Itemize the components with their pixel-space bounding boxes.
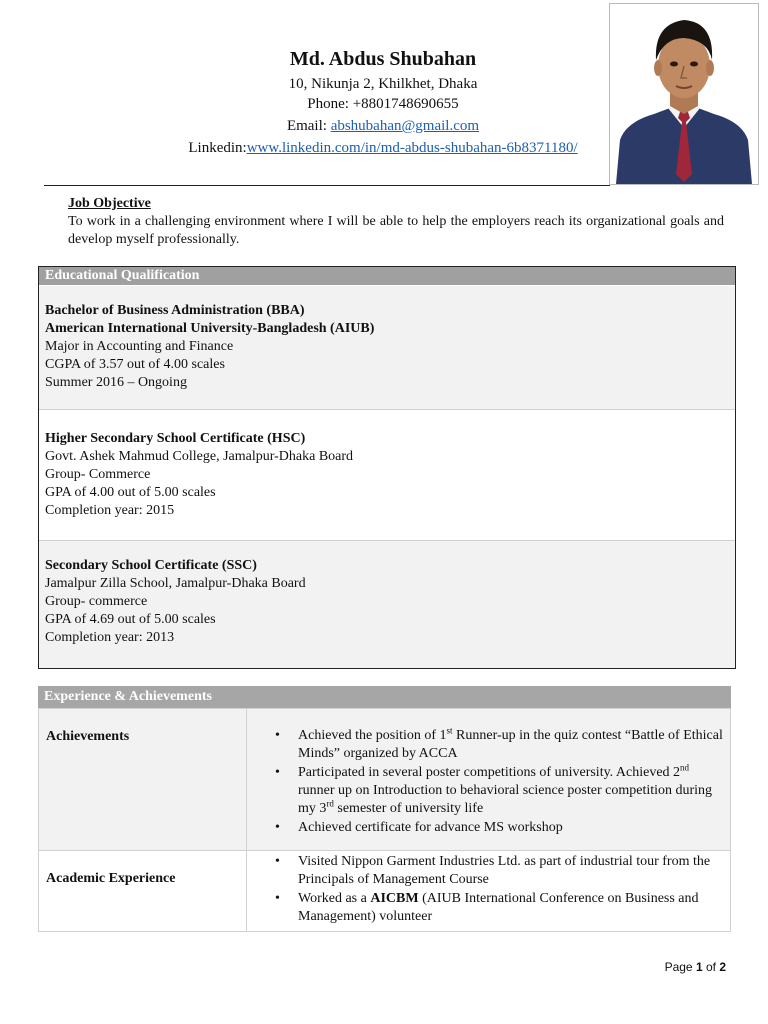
address: 10, Nikunja 2, Khilkhet, Dhaka	[288, 76, 478, 92]
experience-title: Experience & Achievements	[38, 686, 731, 708]
linkedin-line	[120, 138, 646, 158]
education-line: Major in Accounting and Finance	[45, 339, 234, 354]
item-text: Visited Nippon Garment Industries Ltd. as part of industrial tour from the Principals of Management Course	[298, 854, 711, 887]
education-entry-bba	[39, 286, 735, 410]
education-line: Summer 2016 – Ongoing	[45, 375, 187, 390]
education-degree: Higher Secondary School Certificate (HSC)	[45, 431, 306, 446]
profile-photo	[609, 3, 759, 185]
resume-header	[0, 0, 768, 190]
item-text: runner up on Introduction to behavioral science poster competition during my 3	[298, 783, 713, 816]
page-total: 2	[719, 960, 726, 974]
list-item	[271, 727, 729, 763]
list-item	[271, 819, 729, 837]
experience-row-label: Academic Experience	[46, 871, 176, 886]
education-degree: Secondary School Certificate (SSC)	[45, 558, 257, 573]
education-line: CGPA of 3.57 out of 4.00 scales	[45, 357, 225, 372]
education-line: Group- Commerce	[45, 467, 151, 482]
job-objective-text: To work in a challenging environment where I will be able to help the employers reach its organizational goals and develop myself professionally.	[68, 214, 724, 247]
profile-photo-image	[610, 4, 758, 184]
education-line: Group- commerce	[45, 594, 148, 609]
education-line: Completion year: 2015	[45, 503, 175, 518]
education-degree: Bachelor of Business Administration (BBA)	[45, 303, 305, 318]
page-word: Page	[664, 960, 696, 974]
column-divider	[246, 851, 247, 931]
education-title: Educational Qualification	[39, 267, 735, 285]
education-section	[38, 266, 736, 669]
list-item	[271, 764, 729, 818]
item-superscript: nd	[680, 762, 690, 773]
education-institution: Govt. Ashek Mahmud College, Jamalpur-Dhaka Board	[45, 449, 354, 464]
education-line: GPA of 4.69 out of 5.00 scales	[45, 612, 216, 627]
education-entry-hsc	[39, 410, 735, 541]
email-label: Email:	[286, 118, 331, 134]
education-line: Completion year: 2013	[45, 630, 175, 645]
item-text: (AIUB International Conference on Business and Management) volunteer	[298, 891, 699, 924]
email-line	[120, 116, 646, 136]
job-objective-section	[68, 195, 724, 249]
experience-row-label: Achievements	[46, 729, 130, 744]
candidate-name: Md. Abdus Shubahan	[289, 48, 477, 70]
item-superscript: st	[446, 725, 453, 736]
academic-experience-list	[271, 853, 729, 927]
page-number	[640, 960, 726, 974]
phone: Phone: +8801748690655	[307, 96, 459, 112]
item-text: Runner-up in the quiz contest “Battle of Ethical Minds” organized by ACCA	[298, 728, 723, 761]
linkedin-link[interactable]: www.linkedin.com/in/md-abdus-shubahan-6b8371180/	[246, 140, 578, 156]
page-of: of	[702, 960, 720, 974]
experience-row-academic	[38, 851, 731, 932]
item-bold-text: AICBM	[370, 891, 419, 906]
email-link[interactable]: abshubahan@gmail.com	[330, 118, 480, 134]
item-text: Worked as a	[298, 891, 371, 906]
education-institution: American International University-Bangladesh (AIUB)	[45, 321, 375, 336]
job-objective-title: Job Objective	[68, 196, 151, 211]
achievements-list	[271, 727, 729, 838]
item-text: Achieved certificate for advance MS workshop	[298, 820, 563, 835]
education-entry-ssc	[39, 541, 735, 668]
item-text: Achieved the position of 1	[298, 728, 447, 743]
item-text: semester of university life	[333, 801, 484, 816]
education-line: GPA of 4.00 out of 5.00 scales	[45, 485, 216, 500]
education-institution: Jamalpur Zilla School, Jamalpur-Dhaka Board	[45, 576, 306, 591]
page-current: 1	[695, 960, 703, 974]
experience-section	[38, 686, 731, 932]
column-divider	[246, 709, 247, 850]
list-item	[271, 890, 729, 926]
experience-row-achievements	[38, 708, 731, 851]
list-item	[271, 853, 729, 889]
item-superscript: rd	[326, 798, 334, 809]
header-divider	[44, 185, 610, 186]
item-text: Participated in several poster competitions of university. Achieved 2	[298, 765, 681, 780]
linkedin-label: Linkedin:	[188, 140, 247, 156]
